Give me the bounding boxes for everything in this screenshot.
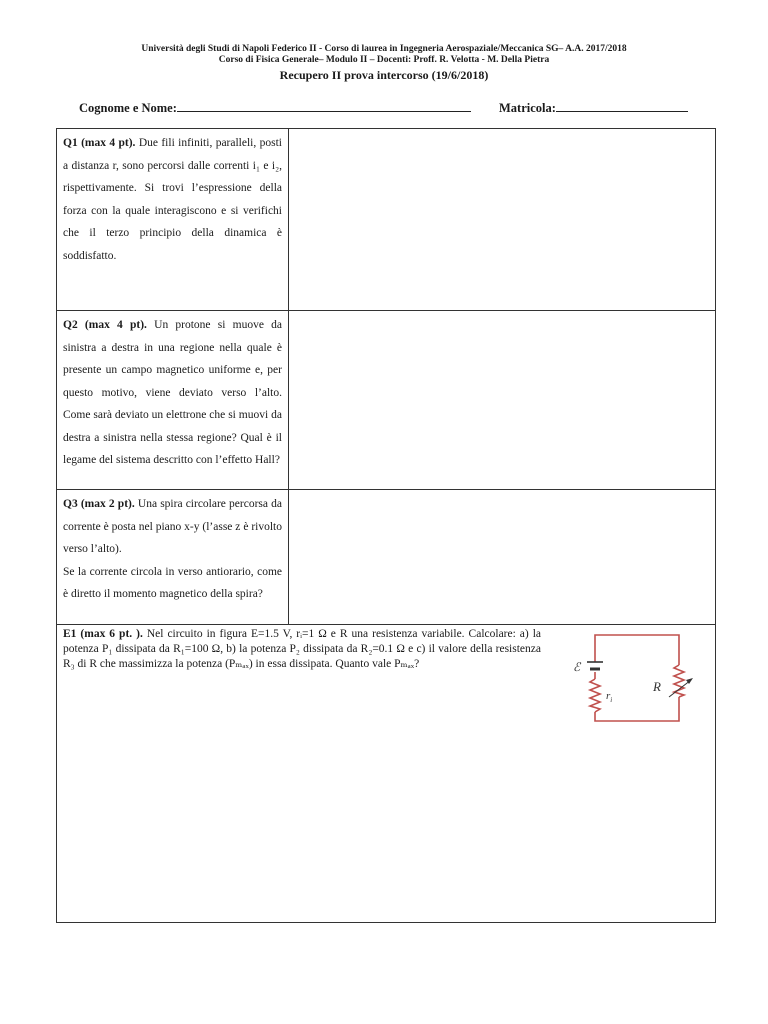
- q2-row: [57, 311, 715, 490]
- q2-title: Q2 (max 4 pt).: [63, 319, 147, 331]
- q1-title: Q1 (max 4 pt).: [63, 137, 136, 149]
- e1-title: E1 (max 6 pt. ).: [63, 628, 143, 640]
- q3-text-2: Se la corrente circola in verso antiorario, come è diretto il momento magnetico della spira?: [63, 565, 282, 600]
- e1-exercise-cell: [57, 625, 715, 922]
- q3-text-1: Una spira circolare percorsa da corrente è posta nel piano x-y (l’asse z è rivolto verso l’alto).: [63, 498, 283, 555]
- q1-text: Due fili infiniti, paralleli, posti a distanza r, sono percorsi dalle correnti i₁ e i₂, rispettivamente. Si trovi l’espressione della forza con la quale interagiscono e si verifichi che il terzo principio della dinamica è soddisfatto.: [63, 137, 282, 262]
- r-label: R: [653, 679, 661, 694]
- exam-header: [0, 44, 768, 83]
- answer-table: [56, 128, 716, 923]
- e1-row: [57, 625, 715, 922]
- name-blank-line: [177, 99, 471, 112]
- matricola-label: Matricola:: [499, 101, 556, 115]
- q3-question-cell: [57, 490, 289, 624]
- q1-row: [57, 129, 715, 311]
- circuit-diagram: [569, 629, 701, 727]
- q2-text: Un protone si muove da sinistra a destra in una regione nella quale è presente un campo magnetico uniforme e, per questo motivo, viene deviato verso l’alto. Come sarà deviato un elettrone che si muovi da destra a sinistra nella stessa regione? Qual è il legame del sistema descritto con l’effetto Hall?: [63, 319, 282, 466]
- emf-label: ℰ: [573, 660, 581, 674]
- name-label: Cognome e Nome:: [79, 101, 177, 115]
- e1-statement: [63, 627, 541, 672]
- matricola-blank-line: [556, 99, 688, 112]
- q3-row: [57, 490, 715, 625]
- name-field: [79, 99, 471, 116]
- e1-text: Nel circuito in figura E=1.5 V, rᵢ=1 Ω e R una resistenza variabile. Calcolare: a) la potenza P₁ dissipata da R₁=100 Ω, b) la potenza P₂ dissipata da R₂=0.1 Ω e c) il valore della resistenza R₃ di R che massimizza la potenza (Pₘₐₓ) in essa dissipata. Quanto vale Pₘₐₓ?: [63, 628, 542, 670]
- q3-title: Q3 (max 2 pt).: [63, 498, 135, 510]
- matricola-field: [499, 99, 688, 116]
- q1-question-cell: [57, 129, 289, 310]
- q2-question-cell: [57, 311, 289, 489]
- university-course-line: Università degli Studi di Napoli Federico II - Corso di laurea in Ingegneria Aerospaziale/Meccanica SG– A.A. 2017/2018: [141, 44, 627, 54]
- exam-title: Recupero II prova intercorso (19/6/2018): [279, 68, 489, 82]
- instructors-line: Corso di Fisica Generale– Modulo II – Docenti: Proff. R. Velotta - M. Della Pietra: [218, 55, 550, 65]
- ri-label: $r_i$: [606, 690, 613, 704]
